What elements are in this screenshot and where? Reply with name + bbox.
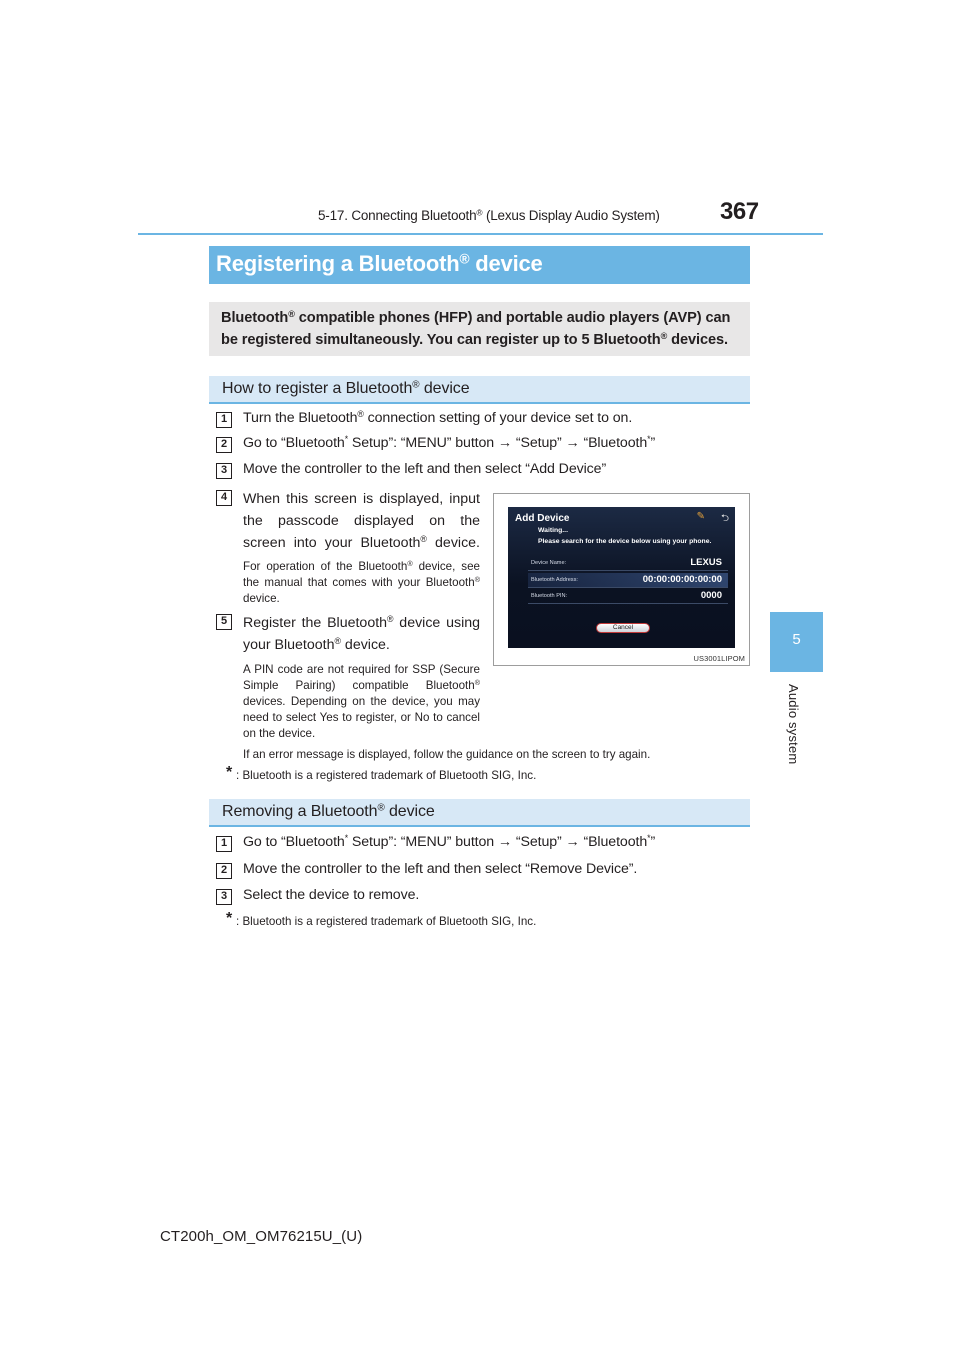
remove-heading-bar [209, 799, 750, 827]
footnote: : Bluetooth is a registered trademark of Bluetooth SIG, Inc. [236, 915, 537, 928]
step-4-text: When this screen is displayed, input the passcode displayed on the screen into your Bluetooth® device. [243, 491, 480, 551]
step-5-note: A PIN code are not required for SSP (Secure Simple Pairing) compatible Bluetooth® devices. Depending on the device, you may need to select Yes to register, or No to cancel on the device. [243, 663, 480, 740]
row-value: LEXUS [690, 557, 722, 568]
screen-instruction: Please search for the device below using your phone. [538, 538, 712, 545]
footnote-star: * [226, 910, 233, 927]
register-heading: How to register a Bluetooth® device [222, 379, 470, 397]
step-text: Go to “Bluetooth* Setup”: “MENU” button → “Setup” → “Bluetooth*” [243, 833, 656, 850]
bluetooth-address-row [528, 573, 728, 588]
row-value: 00:00:00:00:00:00 [642, 574, 722, 585]
bluetooth-pin-row [528, 589, 728, 604]
intro-line-1: Bluetooth® compatible phones (HFP) and portable audio players (AVP) can [221, 309, 731, 326]
remove-heading: Removing a Bluetooth® device [222, 802, 435, 820]
register-heading-bar [209, 376, 750, 404]
chapter-number: 5 [792, 631, 801, 648]
step-number: 3 [216, 889, 232, 905]
row-value: 0000 [700, 590, 722, 601]
microphone-icon: ✎ [696, 511, 705, 522]
image-code: US3001LIPOM [693, 654, 745, 663]
step-text: Move the controller to the left and then select “Remove Device”. [243, 861, 638, 877]
step-text: Select the device to remove. [243, 887, 420, 903]
device-name-row [528, 556, 728, 571]
document-code: CT200h_OM_OM76215U_(U) [160, 1228, 363, 1245]
error-note: If an error message is displayed, follow the guidance on the screen to try again. [243, 748, 651, 761]
intro-box [209, 302, 750, 356]
step-text: Move the controller to the left and then select “Add Device” [243, 461, 607, 477]
step-4-note: For operation of the Bluetooth® device, see the manual that comes with your Bluetooth® device. [243, 559, 480, 605]
page-title-bar [209, 246, 750, 284]
step-number: 4 [216, 490, 232, 506]
chapter-label: Audio system [786, 684, 801, 765]
header-rule [138, 233, 823, 235]
intro-text [221, 307, 742, 351]
back-arrow-icon: ⮌ [720, 513, 729, 524]
step-number: 5 [216, 614, 232, 630]
chapter-tab [770, 612, 823, 672]
row-label: Bluetooth Address: [531, 577, 578, 583]
page-title: Registering a Bluetooth® device [216, 251, 543, 276]
step-text: Turn the Bluetooth® connection setting of your device set to on. [243, 409, 633, 426]
add-device-screen [508, 507, 735, 648]
step-number: 3 [216, 463, 232, 479]
row-label: Bluetooth PIN: [531, 593, 568, 599]
footnote: : Bluetooth is a registered trademark of Bluetooth SIG, Inc. [236, 769, 537, 782]
screen-illustration [493, 493, 750, 666]
screen-waiting-text: Waiting... [538, 527, 568, 534]
cancel-label: Cancel [612, 624, 634, 631]
footnote-star: * [226, 764, 233, 781]
row-label: Device Name: [531, 560, 567, 566]
step-5-text: Register the Bluetooth® device using your Bluetooth® device. [243, 614, 480, 653]
step-text: Go to “Bluetooth* Setup”: “MENU” button → “Setup” → “Bluetooth*” [243, 434, 656, 451]
screen-title: Add Device [515, 513, 570, 524]
step-number: 2 [216, 863, 232, 879]
section-header: 5-17. Connecting Bluetooth® (Lexus Display Audio System) [318, 207, 660, 223]
step-number: 1 [216, 412, 232, 428]
intro-line-2: be registered simultaneously. You can register up to 5 Bluetooth® devices. [221, 331, 728, 348]
step-number: 1 [216, 836, 232, 852]
page-number: 367 [720, 198, 759, 225]
cancel-button[interactable] [596, 623, 650, 633]
step-number: 2 [216, 437, 232, 453]
